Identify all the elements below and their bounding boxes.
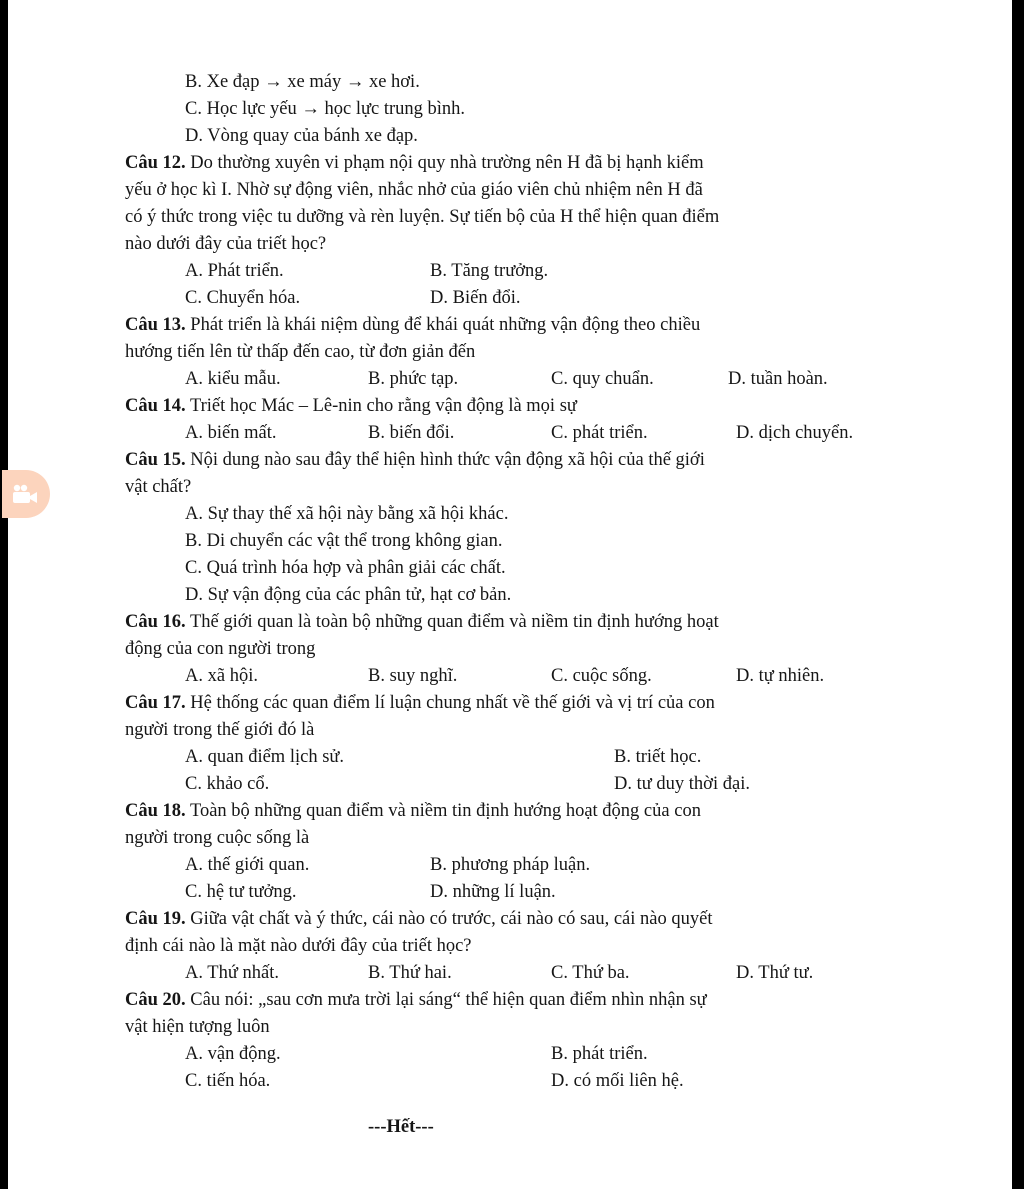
option-b: B. triết học. <box>614 747 702 767</box>
question-16-stem: Câu 16. Thế giới quan là toàn bộ những quan điểm và niềm tin định hướng hoạt <box>125 612 719 632</box>
question-13-stem: Câu 13. Phát triển là khái niệm dùng để khái quát những vận động theo chiều <box>125 315 701 335</box>
question-17-stem: người trong thế giới đó là <box>125 720 315 740</box>
question-15-stem: vật chất? <box>125 477 192 497</box>
option-c: C. Thứ ba. <box>551 963 630 983</box>
option-d: D. Thứ tư. <box>736 963 814 983</box>
option-b: B. phát triển. <box>551 1044 648 1064</box>
video-camera-icon <box>12 484 38 504</box>
question-14-stem: Câu 14. Triết học Mác – Lê-nin cho rằng vận động là mọi sự <box>125 396 577 416</box>
question-19-stem: Câu 19. Giữa vật chất và ý thức, cái nào có trước, cái nào có sau, cái nào quyết <box>125 909 713 929</box>
question-12-stem: yếu ở học kì I. Nhờ sự động viên, nhắc nhở của giáo viên chủ nhiệm nên H đã <box>125 180 703 200</box>
question-13-stem: hướng tiến lên từ thấp đến cao, từ đơn giản đến <box>125 342 476 362</box>
option-a: A. thế giới quan. <box>185 855 310 875</box>
exam-page <box>8 0 1012 1189</box>
option-b: B. Thứ hai. <box>368 963 452 983</box>
option-d: D. có mối liên hệ. <box>551 1071 684 1091</box>
option-a: A. Thứ nhất. <box>185 963 279 983</box>
option-c: C. tiến hóa. <box>185 1071 271 1091</box>
option-a: A. biến mất. <box>185 423 277 443</box>
video-camera-button[interactable] <box>2 470 50 518</box>
option-b: B. phức tạp. <box>368 369 459 389</box>
question-16-stem: động của con người trong <box>125 639 316 659</box>
option-line: C. Học lực yếu → học lực trung bình. <box>185 99 466 119</box>
option-d: D. những lí luận. <box>430 882 556 902</box>
option-c: C. quy chuẩn. <box>551 369 654 389</box>
question-20-stem: vật hiện tượng luôn <box>125 1017 270 1037</box>
option-a: A. kiểu mẫu. <box>185 369 281 389</box>
question-12-stem: nào dưới đây của triết học? <box>125 234 327 254</box>
question-18-stem: người trong cuộc sống là <box>125 828 310 848</box>
option-a: A. xã hội. <box>185 666 258 686</box>
option-c: C. khảo cổ. <box>185 774 270 794</box>
end-marker: ---Hết--- <box>368 1117 434 1137</box>
option-d: D. tự nhiên. <box>736 666 825 686</box>
option-c: C. Chuyển hóa. <box>185 288 301 308</box>
option-d: D. dịch chuyển. <box>736 423 854 443</box>
question-17-stem: Câu 17. Hệ thống các quan điểm lí luận chung nhất về thế giới và vị trí của con <box>125 693 715 713</box>
option-a: A. quan điểm lịch sử. <box>185 747 345 767</box>
option-d: D. Biến đổi. <box>430 288 521 308</box>
option-d: D. tuần hoàn. <box>728 369 828 389</box>
question-12-stem: Câu 12. Do thường xuyên vi phạm nội quy nhà trường nên H đã bị hạnh kiểm <box>125 153 704 173</box>
option-b: B. phương pháp luận. <box>430 855 591 875</box>
option-b: B. Di chuyển các vật thể trong không gian. <box>185 531 503 551</box>
question-19-stem: định cái nào là mặt nào dưới đây của triết học? <box>125 936 472 956</box>
question-18-stem: Câu 18. Toàn bộ những quan điểm và niềm tin định hướng hoạt động của con <box>125 801 701 821</box>
option-a: A. vận động. <box>185 1044 281 1064</box>
option-b: B. biến đổi. <box>368 423 455 443</box>
option-b: B. Tăng trưởng. <box>430 261 549 281</box>
question-15-stem: Câu 15. Nội dung nào sau đây thể hiện hình thức vận động xã hội của thế giới <box>125 450 705 470</box>
option-d: D. Sự vận động của các phân tử, hạt cơ bản. <box>185 585 512 605</box>
option-c: C. hệ tư tưởng. <box>185 882 297 902</box>
option-line: D. Vòng quay của bánh xe đạp. <box>185 126 418 146</box>
option-d: D. tư duy thời đại. <box>614 774 750 794</box>
option-c: C. cuộc sống. <box>551 666 652 686</box>
question-12-stem: có ý thức trong việc tu dưỡng và rèn luyện. Sự tiến bộ của H thể hiện quan điểm <box>125 207 720 227</box>
option-line: B. Xe đạp → xe máy → xe hơi. <box>185 72 420 92</box>
option-a: A. Sự thay thế xã hội này bằng xã hội khác. <box>185 504 509 524</box>
option-b: B. suy nghĩ. <box>368 666 458 686</box>
question-20-stem: Câu 20. Câu nói: „sau cơn mưa trời lại sáng“ thể hiện quan điểm nhìn nhận sự <box>125 990 707 1010</box>
option-c: C. phát triển. <box>551 423 648 443</box>
option-a: A. Phát triển. <box>185 261 284 281</box>
option-c: C. Quá trình hóa hợp và phân giải các chất. <box>185 558 506 578</box>
